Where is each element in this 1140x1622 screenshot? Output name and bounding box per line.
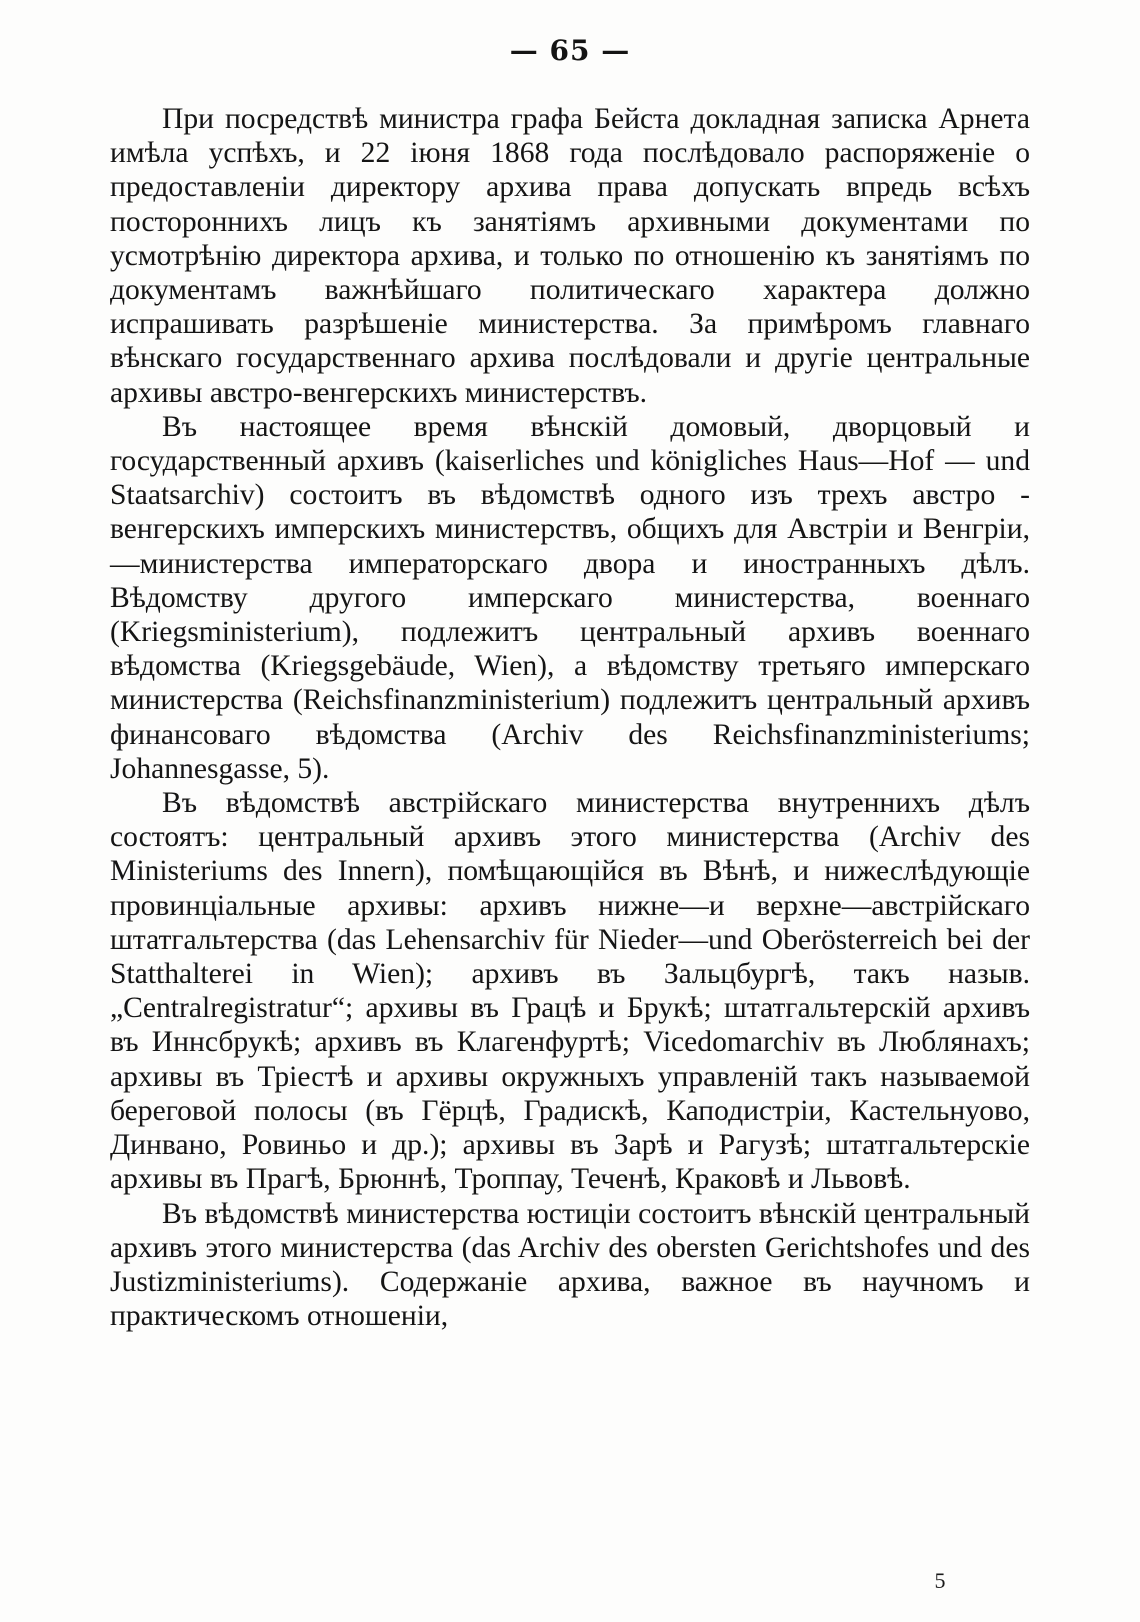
paragraph-2: Въ настоящее время вѣнскій домовый, дворцовый и государственный архивъ (kaiserliches und königliches Haus—Hof — und Staatsarchiv) состоитъ въ вѣдомствѣ одного изъ трехъ австро - венгерскихъ имперскихъ министерствъ, общихъ для Австріи и Венгріи,—министерства императорскаго двора и иностранныхъ дѣлъ. Вѣдомству другого имперскаго министерства, военнаго (Kriegsministerium), подлежитъ центральный архивъ военнаго вѣдомства (Kriegsgebäude, Wien), а вѣдомству третьяго имперскаго министерства (Reichsfinanzministerium) подлежитъ центральный архивъ финансоваго вѣдомства (Archiv des Reichsfinanzministeriums; Johannesgasse, 5). <box>110 410 1030 785</box>
paragraph-4: Въ вѣдомствѣ министерства юстиціи состоитъ вѣнскій центральный архивъ этого министерства (das Archiv des obersten Gerichtshofes und des Justizministeriums). Содержаніе архива, важное въ научномъ и практическомъ отношеніи, <box>110 1197 1030 1333</box>
body-text <box>110 102 1030 1333</box>
paragraph-1: При посредствѣ министра графа Бейста докладная записка Арнета имѣла успѣхъ, и 22 іюня 1868 года послѣдовало распоряженіе о предоставленіи директору архива права допускать впредь всѣхъ постороннихъ лицъ къ занятіямъ архивными документами по усмотрѣнію директора архива, и только по отношенію къ занятіямъ по документамъ важнѣйшаго политическаго характера должно испрашивать разрѣшеніе министерства. За примѣромъ главнаго вѣнскаго государственнаго архива послѣдовали и другіе центральные архивы австро-венгерскихъ министерствъ. <box>110 103 1030 409</box>
signature-mark: 5 <box>934 1568 946 1593</box>
page-number: — 65 — <box>509 34 631 67</box>
paragraph-3: Въ вѣдомствѣ австрійскаго министерства внутреннихъ дѣлъ состоятъ: центральный архивъ этого министерства (Archiv des Ministeriums des Innern), помѣщающійся въ Вѣнѣ, и нижеслѣдующіе провинціальные архивы: архивъ нижне—и верхне—австрійскаго штатгальтерства (das Lehensarchiv für Nieder—und Oberösterreich bei der Statthalterei in Wien); архивъ въ Зальцбургѣ, такъ назыв. „Centralregistratur“; архивы въ Грацѣ и Брукѣ; штатгальтерскій архивъ въ Иннсбрукѣ; архивъ въ Клагенфуртѣ; Vicedomarchiv въ Люблянахъ; архивы въ Тріестѣ и архивы окружныхъ управленій такъ называемой береговой полосы (въ Гёрцѣ, Градискѣ, Каподистріи, Кастельнуово, Динвано, Ровиньо и др.); архивы въ Зарѣ и Рагузѣ; штатгальтерскіе архивы въ Прагѣ, Брюннѣ, Троппау, Теченѣ, Краковѣ и Львовѣ. <box>110 787 1030 1196</box>
